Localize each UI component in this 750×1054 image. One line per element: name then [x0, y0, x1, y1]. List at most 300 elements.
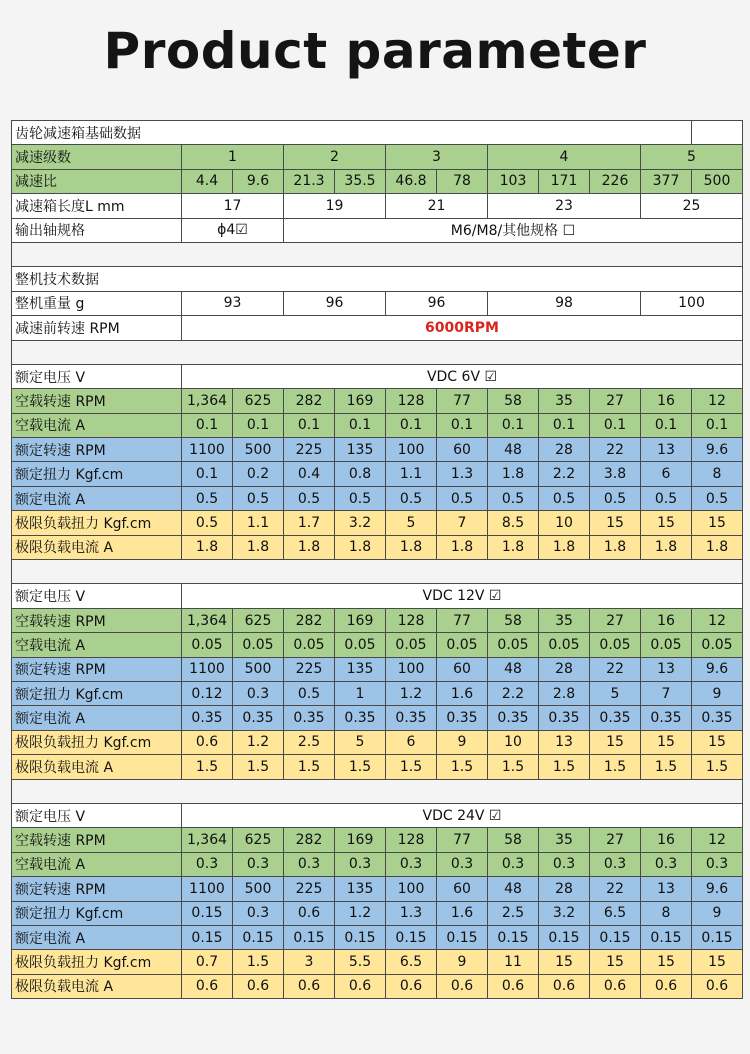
spec-value: 0.35	[284, 706, 335, 730]
spec-value: 22	[590, 438, 641, 462]
spec-row	[12, 925, 743, 949]
stage-label: 减速级数	[12, 145, 182, 169]
spec-value: 0.15	[488, 925, 539, 949]
spec-value: 2.2	[539, 462, 590, 486]
spec-value: 15	[539, 950, 590, 974]
spec-value: 169	[335, 828, 386, 852]
ratio-cell: 171	[539, 169, 590, 193]
spec-value: 0.35	[692, 706, 743, 730]
spec-label: 空载电流 A	[12, 413, 182, 437]
spec-value: 58	[488, 608, 539, 632]
spec-label: 空载电流 A	[12, 852, 182, 876]
spec-value: 0.05	[641, 633, 692, 657]
spec-value: 2.2	[488, 681, 539, 705]
spec-value: 0.5	[539, 486, 590, 510]
spec-value: 1,364	[182, 608, 233, 632]
spec-value: 1.2	[386, 681, 437, 705]
spacer-row	[12, 779, 743, 803]
spacer-row	[12, 560, 743, 584]
voltage-row	[12, 584, 743, 608]
spec-value: 0.3	[692, 852, 743, 876]
ratio-cell: 226	[590, 169, 641, 193]
spec-value: 1.8	[335, 535, 386, 559]
weight-label: 整机重量 g	[12, 291, 182, 315]
spec-value: 0.5	[284, 681, 335, 705]
spec-row	[12, 950, 743, 974]
spec-value: 1100	[182, 438, 233, 462]
page-title: Product parameter	[103, 22, 647, 80]
spec-value: 3.2	[335, 511, 386, 535]
spec-row	[12, 852, 743, 876]
spec-value: 0.05	[182, 633, 233, 657]
spec-value: 0.35	[182, 706, 233, 730]
spec-value: 0.12	[182, 681, 233, 705]
spec-row	[12, 828, 743, 852]
spec-value: 9.6	[692, 877, 743, 901]
length-cell: 23	[488, 194, 641, 218]
spec-value: 0.3	[641, 852, 692, 876]
spec-value: 7	[641, 681, 692, 705]
spec-label: 额定电流 A	[12, 486, 182, 510]
spec-value: 0.15	[335, 925, 386, 949]
parameter-table	[11, 120, 743, 999]
spacer-cell	[12, 779, 743, 803]
spec-value: 0.1	[182, 413, 233, 437]
spec-value: 0.1	[437, 413, 488, 437]
spec-value: 0.4	[284, 462, 335, 486]
spec-value: 128	[386, 608, 437, 632]
ratio-cell: 103	[488, 169, 539, 193]
spec-value: 0.6	[335, 974, 386, 998]
spec-label: 额定电流 A	[12, 706, 182, 730]
spec-row	[12, 633, 743, 657]
weight-cell: 96	[284, 291, 386, 315]
spec-value: 1.5	[641, 755, 692, 779]
spec-value: 1.5	[284, 755, 335, 779]
spec-value: 135	[335, 877, 386, 901]
voltage-row	[12, 364, 743, 388]
spec-value: 0.5	[590, 486, 641, 510]
spec-value: 128	[386, 389, 437, 413]
spec-value: 15	[641, 511, 692, 535]
spec-label: 额定转速 RPM	[12, 657, 182, 681]
spec-label: 极限负载电流 A	[12, 755, 182, 779]
spec-value: 128	[386, 828, 437, 852]
spec-value: 0.1	[692, 413, 743, 437]
spec-label: 空载转速 RPM	[12, 828, 182, 852]
spec-value: 1.8	[386, 535, 437, 559]
spec-value: 35	[539, 608, 590, 632]
spec-value: 0.35	[386, 706, 437, 730]
spec-value: 1100	[182, 877, 233, 901]
spec-value: 0.5	[284, 486, 335, 510]
spec-value: 1.6	[437, 901, 488, 925]
spec-value: 3.8	[590, 462, 641, 486]
spec-row	[12, 535, 743, 559]
spec-value: 0.6	[437, 974, 488, 998]
spec-value: 1.8	[641, 535, 692, 559]
voltage-row	[12, 803, 743, 827]
spec-value: 0.35	[335, 706, 386, 730]
weight-cell: 93	[182, 291, 284, 315]
spec-value: 7	[437, 511, 488, 535]
spec-value: 28	[539, 877, 590, 901]
spec-value: 13	[641, 438, 692, 462]
spec-value: 500	[233, 877, 284, 901]
spec-value: 500	[233, 657, 284, 681]
spec-value: 0.05	[437, 633, 488, 657]
spec-label: 极限负载扭力 Kgf.cm	[12, 730, 182, 754]
spec-value: 169	[335, 608, 386, 632]
spacer-cell	[12, 242, 743, 266]
spec-value: 48	[488, 877, 539, 901]
spec-label: 极限负载电流 A	[12, 535, 182, 559]
spec-value: 0.3	[488, 852, 539, 876]
spec-value: 0.3	[182, 852, 233, 876]
spec-value: 6	[641, 462, 692, 486]
length-label: 减速箱长度L mm	[12, 194, 182, 218]
spec-value: 0.05	[692, 633, 743, 657]
spec-value: 0.05	[488, 633, 539, 657]
shaft-label: 输出轴规格	[12, 218, 182, 242]
spec-value: 0.5	[386, 486, 437, 510]
ratio-cell: 21.3	[284, 169, 335, 193]
spec-value: 0.15	[590, 925, 641, 949]
spec-value: 225	[284, 438, 335, 462]
spec-value: 0.05	[539, 633, 590, 657]
spec-row	[12, 438, 743, 462]
spec-row	[12, 389, 743, 413]
spec-value: 0.05	[386, 633, 437, 657]
spec-value: 1.3	[437, 462, 488, 486]
stage-cell: 4	[488, 145, 641, 169]
ratio-cell: 46.8	[386, 169, 437, 193]
spec-value: 0.1	[335, 413, 386, 437]
spec-value: 5	[386, 511, 437, 535]
spec-value: 225	[284, 877, 335, 901]
spec-value: 3	[284, 950, 335, 974]
spec-value: 8	[692, 462, 743, 486]
stage-cell: 2	[284, 145, 386, 169]
spec-value: 0.35	[590, 706, 641, 730]
spec-value: 0.5	[182, 511, 233, 535]
spec-value: 1.2	[335, 901, 386, 925]
spec-row	[12, 681, 743, 705]
spec-value: 0.1	[386, 413, 437, 437]
ratio-row	[12, 169, 743, 193]
spec-row	[12, 730, 743, 754]
spec-value: 0.35	[488, 706, 539, 730]
spec-value: 35	[539, 828, 590, 852]
spec-value: 169	[335, 389, 386, 413]
spec-value: 60	[437, 877, 488, 901]
spec-value: 1.5	[437, 755, 488, 779]
spec-value: 15	[641, 950, 692, 974]
spec-value: 1.5	[539, 755, 590, 779]
weight-cell: 100	[641, 291, 743, 315]
spec-value: 0.05	[284, 633, 335, 657]
spec-value: 0.6	[590, 974, 641, 998]
length-row	[12, 194, 743, 218]
spec-value: 0.1	[488, 413, 539, 437]
spec-value: 8	[641, 901, 692, 925]
spec-value: 0.3	[539, 852, 590, 876]
spec-value: 12	[692, 389, 743, 413]
spec-value: 1.8	[233, 535, 284, 559]
spec-value: 1100	[182, 657, 233, 681]
spec-value: 5	[335, 730, 386, 754]
spec-value: 0.1	[284, 413, 335, 437]
spec-value: 35	[539, 389, 590, 413]
spec-value: 1.8	[539, 535, 590, 559]
spec-value: 9	[437, 730, 488, 754]
spec-value: 58	[488, 828, 539, 852]
spec-value: 0.1	[233, 413, 284, 437]
spec-value: 0.6	[692, 974, 743, 998]
spec-value: 16	[641, 608, 692, 632]
spec-value: 0.3	[233, 681, 284, 705]
spec-value: 0.3	[233, 852, 284, 876]
spec-value: 225	[284, 657, 335, 681]
length-cell: 21	[386, 194, 488, 218]
spec-value: 0.6	[386, 974, 437, 998]
spec-value: 2.5	[284, 730, 335, 754]
spec-label: 空载电流 A	[12, 633, 182, 657]
spec-value: 0.6	[488, 974, 539, 998]
spec-value: 1.8	[692, 535, 743, 559]
spec-row	[12, 413, 743, 437]
spec-label: 极限负载扭力 Kgf.cm	[12, 950, 182, 974]
machine-header-row	[12, 267, 743, 291]
spec-value: 0.2	[233, 462, 284, 486]
spacer-row	[12, 340, 743, 364]
spacer-row	[12, 242, 743, 266]
spec-label: 额定转速 RPM	[12, 877, 182, 901]
spec-value: 0.15	[641, 925, 692, 949]
spec-value: 1.8	[437, 535, 488, 559]
spec-value: 6	[386, 730, 437, 754]
spec-value: 0.5	[233, 486, 284, 510]
weight-cell: 98	[488, 291, 641, 315]
machine-header: 整机技术数据	[12, 267, 743, 291]
spec-row	[12, 974, 743, 998]
spec-value: 15	[692, 511, 743, 535]
spec-value: 3.2	[539, 901, 590, 925]
spec-label: 空载转速 RPM	[12, 389, 182, 413]
spec-value: 27	[590, 608, 641, 632]
ratio-cell: 377	[641, 169, 692, 193]
ratio-cell: 500	[692, 169, 743, 193]
spec-value: 0.6	[641, 974, 692, 998]
spec-label: 极限负载电流 A	[12, 974, 182, 998]
empty-cell	[692, 121, 743, 145]
spec-value: 0.5	[437, 486, 488, 510]
spec-value: 0.05	[335, 633, 386, 657]
spec-value: 0.1	[182, 462, 233, 486]
spec-value: 0.1	[641, 413, 692, 437]
spec-value: 1.5	[386, 755, 437, 779]
spec-value: 1.8	[284, 535, 335, 559]
spec-label: 额定转速 RPM	[12, 438, 182, 462]
spec-value: 0.6	[182, 730, 233, 754]
spec-value: 0.5	[692, 486, 743, 510]
spec-value: 0.15	[539, 925, 590, 949]
spec-value: 0.6	[284, 901, 335, 925]
spec-value: 9	[692, 901, 743, 925]
spec-value: 77	[437, 828, 488, 852]
spec-value: 0.15	[386, 925, 437, 949]
spec-row	[12, 877, 743, 901]
spec-value: 0.15	[182, 925, 233, 949]
spec-value: 0.5	[641, 486, 692, 510]
spec-row	[12, 901, 743, 925]
spec-value: 135	[335, 438, 386, 462]
spec-value: 1.1	[386, 462, 437, 486]
spacer-cell	[12, 560, 743, 584]
spec-value: 0.8	[335, 462, 386, 486]
spec-value: 22	[590, 877, 641, 901]
spec-value: 15	[590, 950, 641, 974]
ratio-cell: 9.6	[233, 169, 284, 193]
spec-value: 12	[692, 828, 743, 852]
spec-value: 0.15	[437, 925, 488, 949]
ratio-cell: 35.5	[335, 169, 386, 193]
voltage-label: 额定电压 V	[12, 803, 182, 827]
spec-label: 空载转速 RPM	[12, 608, 182, 632]
spec-row	[12, 755, 743, 779]
spec-value: 282	[284, 608, 335, 632]
spec-value: 1.5	[233, 755, 284, 779]
spec-value: 11	[488, 950, 539, 974]
spec-value: 1.5	[488, 755, 539, 779]
spec-value: 1.7	[284, 511, 335, 535]
voltage-value: VDC 24V ☑	[182, 803, 743, 827]
spec-value: 9.6	[692, 438, 743, 462]
spec-value: 1.8	[488, 462, 539, 486]
voltage-value: VDC 12V ☑	[182, 584, 743, 608]
spec-value: 0.3	[590, 852, 641, 876]
spec-value: 15	[590, 730, 641, 754]
spec-value: 16	[641, 389, 692, 413]
voltage-label: 额定电压 V	[12, 364, 182, 388]
spec-value: 28	[539, 657, 590, 681]
input-speed-label: 减速前转速 RPM	[12, 316, 182, 340]
stage-row	[12, 145, 743, 169]
spec-value: 0.35	[641, 706, 692, 730]
spec-value: 0.15	[284, 925, 335, 949]
spec-value: 0.15	[692, 925, 743, 949]
spec-value: 282	[284, 828, 335, 852]
spec-value: 9	[437, 950, 488, 974]
spec-label: 额定扭力 Kgf.cm	[12, 681, 182, 705]
spec-value: 27	[590, 828, 641, 852]
spec-value: 2.8	[539, 681, 590, 705]
spec-value: 10	[488, 730, 539, 754]
spec-value: 48	[488, 657, 539, 681]
spec-value: 15	[641, 730, 692, 754]
spec-value: 9	[692, 681, 743, 705]
spec-value: 77	[437, 389, 488, 413]
spec-value: 0.05	[233, 633, 284, 657]
ratio-cell: 4.4	[182, 169, 233, 193]
spec-value: 1.2	[233, 730, 284, 754]
spec-value: 0.7	[182, 950, 233, 974]
spec-value: 100	[386, 438, 437, 462]
weight-row	[12, 291, 743, 315]
spec-value: 1.5	[233, 950, 284, 974]
stage-cell: 5	[641, 145, 743, 169]
spec-value: 22	[590, 657, 641, 681]
spec-value: 0.3	[335, 852, 386, 876]
length-cell: 19	[284, 194, 386, 218]
input-speed-row	[12, 316, 743, 340]
length-cell: 25	[641, 194, 743, 218]
voltage-value: VDC 6V ☑	[182, 364, 743, 388]
spec-label: 额定扭力 Kgf.cm	[12, 462, 182, 486]
spec-value: 135	[335, 657, 386, 681]
spec-value: 5.5	[335, 950, 386, 974]
gearbox-header-row	[12, 121, 743, 145]
spec-value: 28	[539, 438, 590, 462]
spec-row	[12, 511, 743, 535]
spec-value: 6.5	[590, 901, 641, 925]
spec-value: 0.3	[386, 852, 437, 876]
spec-value: 625	[233, 608, 284, 632]
voltage-label: 额定电压 V	[12, 584, 182, 608]
spec-value: 58	[488, 389, 539, 413]
length-cell: 17	[182, 194, 284, 218]
spec-value: 15	[692, 950, 743, 974]
spec-value: 2.5	[488, 901, 539, 925]
spec-row	[12, 462, 743, 486]
spec-value: 1.8	[590, 535, 641, 559]
spec-value: 1	[335, 681, 386, 705]
spec-value: 5	[590, 681, 641, 705]
spec-value: 0.6	[284, 974, 335, 998]
spec-value: 0.5	[335, 486, 386, 510]
spec-value: 0.35	[539, 706, 590, 730]
spec-value: 16	[641, 828, 692, 852]
spec-value: 500	[233, 438, 284, 462]
spec-value: 1.5	[590, 755, 641, 779]
spec-value: 625	[233, 828, 284, 852]
spec-value: 13	[641, 877, 692, 901]
spec-row	[12, 608, 743, 632]
spec-value: 60	[437, 438, 488, 462]
spec-value: 0.1	[590, 413, 641, 437]
spec-value: 1.8	[182, 535, 233, 559]
spec-value: 1.8	[488, 535, 539, 559]
spec-value: 0.6	[233, 974, 284, 998]
input-speed-value: 6000RPM	[182, 316, 743, 340]
spec-value: 100	[386, 657, 437, 681]
spec-value: 15	[590, 511, 641, 535]
spec-value: 0.6	[539, 974, 590, 998]
spec-label: 额定扭力 Kgf.cm	[12, 901, 182, 925]
spec-label: 额定电流 A	[12, 925, 182, 949]
spacer-cell	[12, 340, 743, 364]
spec-value: 625	[233, 389, 284, 413]
spec-value: 1,364	[182, 389, 233, 413]
spec-value: 0.5	[182, 486, 233, 510]
spec-value: 1,364	[182, 828, 233, 852]
spec-value: 0.5	[488, 486, 539, 510]
shaft-standard: ϕ4☑	[182, 218, 284, 242]
shaft-row	[12, 218, 743, 242]
spec-value: 0.05	[590, 633, 641, 657]
spec-value: 0.15	[233, 925, 284, 949]
spec-row	[12, 486, 743, 510]
